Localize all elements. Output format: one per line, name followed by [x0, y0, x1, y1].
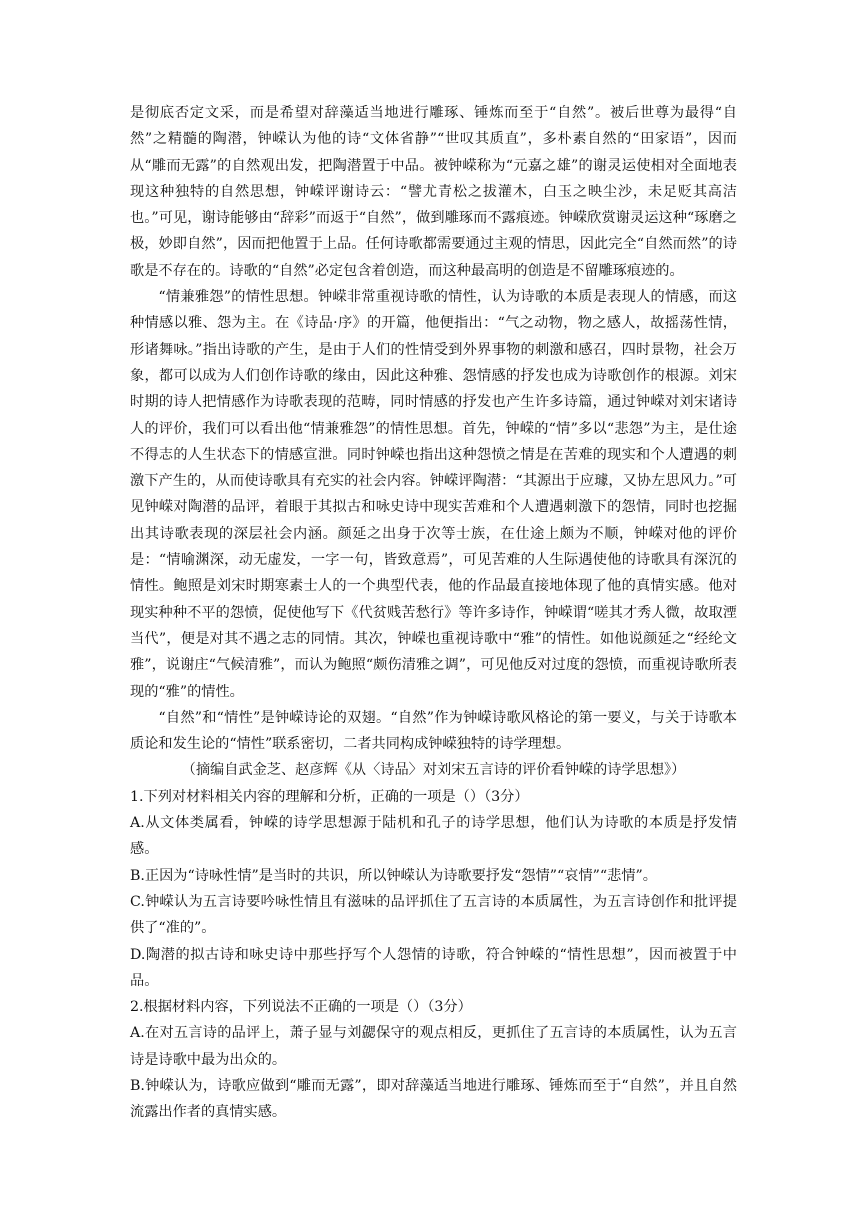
question-stem: 2.根据材料内容，下列说法不正确的一项是（）（3分）	[130, 999, 472, 1016]
option-c: C.钟嵘认为五言诗要吟咏性情且有滋味的品评抓住了五言诗的本质属性，为五言诗创作和批评提供了“准的”。	[130, 893, 737, 937]
document-page	[130, 100, 737, 1126]
option-b: B.钟嵘认为，诗歌应做到“雕而无露”，即对辞藻适当地进行雕琢、锤炼而至于“自然”，并且自然流露出作者的真情实感。	[130, 1077, 737, 1121]
passage-paragraph-1: 是彻底否定文采，而是希望对辞藻适当地进行雕琢、锤炼而至于“自然”。被后世尊为最得“自然”之精髓的陶潜，钟嵘认为他的诗“文体省静”“世叹其质直”，多朴素自然的“田家语”，因而从“雕而无露”的自然观出发，把陶潜置于中品。被钟嵘称为“元嘉之雄”的谢灵运使相对全面地表现这种独特的自然思想，钟嵘评谢诗云：“譬尤青松之拔灌木，白玉之映尘沙，未足贬其高洁也。”可见，谢诗能够由“辞彩”而返于“自然”，做到雕琢而不露痕迹。钟嵘欣赏谢灵运这种“琢磨之极，妙即自然”，因而把他置于上品。任何诗歌都需要通过主观的情思，因此完全“自然而然”的诗歌是不存在的。诗歌的“自然”必定包含着创造，而这种最高明的创造是不留雕琢痕迹的。	[130, 105, 737, 279]
option-a: A.从文体类属看，钟嵘的诗学思想源于陆机和孔子的诗学思想，他们认为诗歌的本质是抒发情感。	[130, 815, 737, 858]
passage-paragraph-3: “自然”和“情性”是钟嵘诗论的双翅。“自然”作为钟嵘诗歌风格论的第一要义，与关于诗歌本质论和发生论的“情性”联系密切，二者共同构成钟嵘独特的诗学理想。	[130, 709, 737, 753]
option-a: A.在对五言诗的品评上，萧子显与刘勰保守的观点相反，更抓住了五言诗的本质属性，认为五言诗是诗歌中最为出众的。	[130, 1025, 737, 1068]
question-stem: 1.下列对材料相关内容的理解和分析，正确的一项是（）（3分）	[130, 788, 529, 805]
option-b: B.正因为“诗咏性情”是当时的共识，所以钟嵘认为诗歌要抒发“怨情”“哀情”“悲情”。	[130, 867, 657, 884]
source-citation: （摘编自武金芝、赵彦辉《从〈诗品〉对刘宋五言诗的评价看钟嵘的诗学思想》）	[181, 762, 686, 779]
option-d: D.陶潜的拟古诗和咏史诗中那些抒写个人怨情的诗歌，符合钟嵘的“情性思想”，因而被置于中品。	[130, 946, 737, 989]
passage-paragraph-2: “情兼雅怨”的情性思想。钟嵘非常重视诗歌的情性，认为诗歌的本质是表现人的情感，而这种情感以雅、怨为主。在《诗品·序》的开篇，他便指出：“气之动物，物之感人，故摇荡性情，形诸舞咏。”指出诗歌的产生，是由于人们的性情受到外界事物的刺激和感召，四时景物，社会万象，都可以成为人们创作诗歌的缘由，因此这种雅、怨情感的抒发也成为诗歌创作的根源。刘宋时期的诗人把情感作为诗歌表现的范畴，同时情感的抒发也产生许多诗篇，通过钟嵘对刘宋诸诗人的评价，我们可以看出他“情兼雅怨”的情性思想。首先，钟嵘的“情”多以“悲怨”为主，是仕途不得志的人生状态下的情感宣泄。同时钟嵘也指出这种怨愤之情是在苦难的现实和个人遭遇的刺激下产生的，从而使诗歌具有充实的社会内容。钟嵘评陶潜：“其源出于应璩，又协左思风力。”可见钟嵘对陶潜的品评，着眼于其拟古和咏史诗中现实苦难和个人遭遇刺激下的怨情，同时也挖掘出其诗歌表现的深层社会内涵。颜延之出身于次等士族，在仕途上颇为不顺，钟嵘对他的评价是：“情喻渊深，动无虚发，一字一句，皆致意焉”，可见苦难的人生际遇使他的诗歌具有深沉的情性。鲍照是刘宋时期寒素士人的一个典型代表，他的作品最直接地体现了他的真情实感。他对现实种种不平的怨愤，促使他写下《代贫贱苦愁行》等许多诗作，钟嵘谓“嗟其才秀人微，故取湮当代”，便是对其不遇之志的同情。其次，钟嵘也重视诗歌中“雅”的情性。如他说颜延之“经纶文雅”，说谢庄“气候清雅”，而认为鲍照“颇伤清雅之调”，可见他反对过度的怨愤，而重视诗歌所表现的“雅”的情性。	[130, 289, 737, 700]
question-1	[130, 784, 737, 994]
question-2	[130, 994, 737, 1125]
